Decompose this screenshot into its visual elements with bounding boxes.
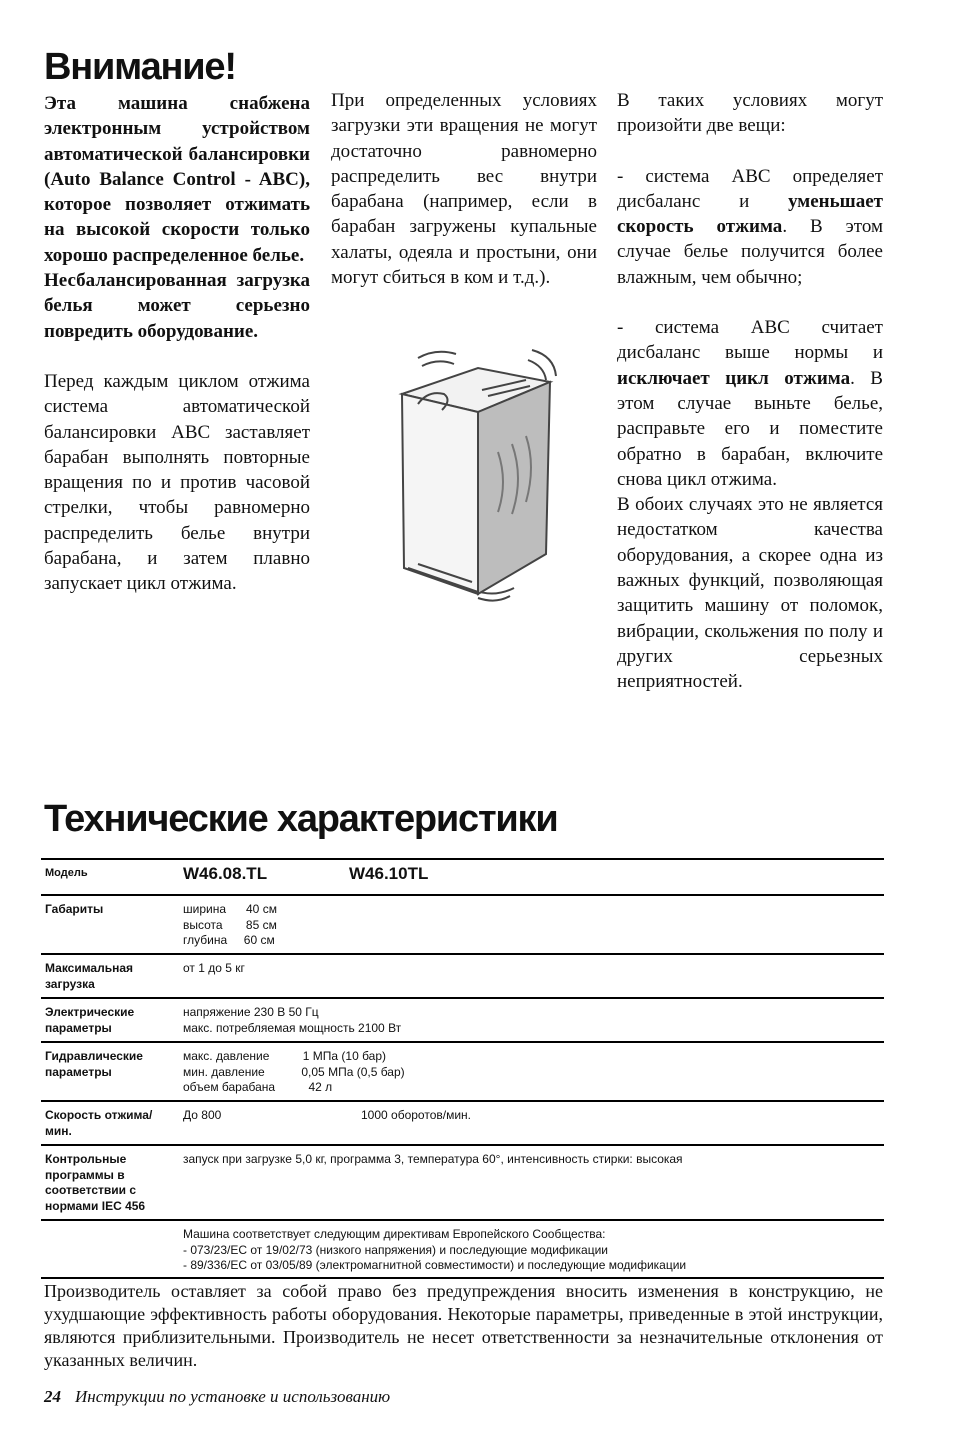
spec-row-max-load: Максимальная загрузка от 1 до 5 кг <box>41 953 884 997</box>
spec-row-model: Модель W46.08.TL W46.10TL <box>41 858 884 894</box>
specs-title: Технические характеристики <box>44 798 558 840</box>
not-defect-paragraph: В обоих случаях это не является недостатком качества оборудования, а скорее одна из важных функций, позволяющая защитить машину от поломок, вибрации, скольжения по полу и других серьезных неприятностей. <box>617 494 883 693</box>
conditions-paragraph: При определенных условиях загрузки эти вращения не могут достаточно равномерно распределить вес внутри барабана (например, если в барабан загружены купальные халаты, одеяла и простыни, они могут сбиться в ком и т.д.). <box>331 90 597 289</box>
spec-row-dimensions: Габариты ширина 40 см высота 85 см глубина 60 см <box>41 894 884 953</box>
abc-intro-bold: Эта машина снабжена электронным устройством автоматической балансировки (Auto Balance Control - ABC), которое позволяет отжимать на высокой скорости только хорошо распределенное белье. <box>44 93 310 266</box>
unbalanced-warning: Несбалансированная загрузка белья может серьезно повредить оборудование. <box>44 270 310 342</box>
page-number: 24 <box>44 1387 61 1406</box>
spec-row-electrical: Электрические параметры напряжение 230 В 50 Гц макс. потребляемая мощность 2100 Вт <box>41 997 884 1041</box>
specs-table <box>41 858 884 1279</box>
attention-column-1 <box>44 91 310 597</box>
skip-spin-paragraph: - система ABC считает дисбаланс выше нормы и исключает цикл отжима. В этом случае выньте белье, расправьте его и поместите обратно в барабан, включите снова цикл отжима. <box>617 317 883 490</box>
attention-column-3 <box>617 88 883 695</box>
abc-description: Перед каждым циклом отжима система автоматической балансировки ABC заставляет барабан выполнять повторные вращения по и против часовой стрелки, чтобы равномерно распределить белье внутри барабана, и затем плавно запускает цикл отжима. <box>44 370 310 595</box>
spec-row-test-programs: Контрольные программы в соответствии с нормами IEC 456 запуск при загрузке 5,0 кг, программа 3, температура 60°, интенсивность стирки: высокая <box>41 1144 884 1219</box>
footer-text: Инструкции по установке и использованию <box>75 1387 391 1406</box>
disclaimer: Производитель оставляет за собой право без предупреждения вносить изменения в конструкцию, не ухудшающие эффективность работы оборудования. Некоторые параметры, приведенные в этой инструкции, являются приблизительными. Производитель не несет ответственности за незначительные отклонения от указанных величин. <box>44 1281 883 1370</box>
two-things-paragraph: В таких условиях могут произойти две вещи: <box>617 90 883 137</box>
spec-row-spin: Скорость отжима/мин. До 800 1000 оборотов/мин. <box>41 1100 884 1144</box>
model-1: W46.08.TL <box>183 864 268 883</box>
attention-column-2 <box>331 88 597 290</box>
model-2: W46.10TL <box>349 864 429 883</box>
reduce-speed-paragraph: - система ABC определяет дисбаланс и уменьшает скорость отжима. В этом случае белье получится более влажным, чем обычно; <box>617 165 883 288</box>
spec-row-directives: Машина соответствует следующим директивам Европейского Сообщества: - 073/23/EC от 19/02/73 (низкого напряжения) и последующие модификации - 89/336/EC от 03/05/89 (электромагнитной совместимости) и последующие модификации <box>41 1219 884 1279</box>
spec-row-hydraulic: Гидравлические параметры макс. давление 1 МПа (10 бар) мин. давление 0,05 МПа (0,5 бар) объем барабана 42 л <box>41 1041 884 1100</box>
attention-title: Внимание! <box>44 46 236 88</box>
washing-machine-illustration <box>378 332 578 612</box>
page-footer <box>44 1387 390 1407</box>
